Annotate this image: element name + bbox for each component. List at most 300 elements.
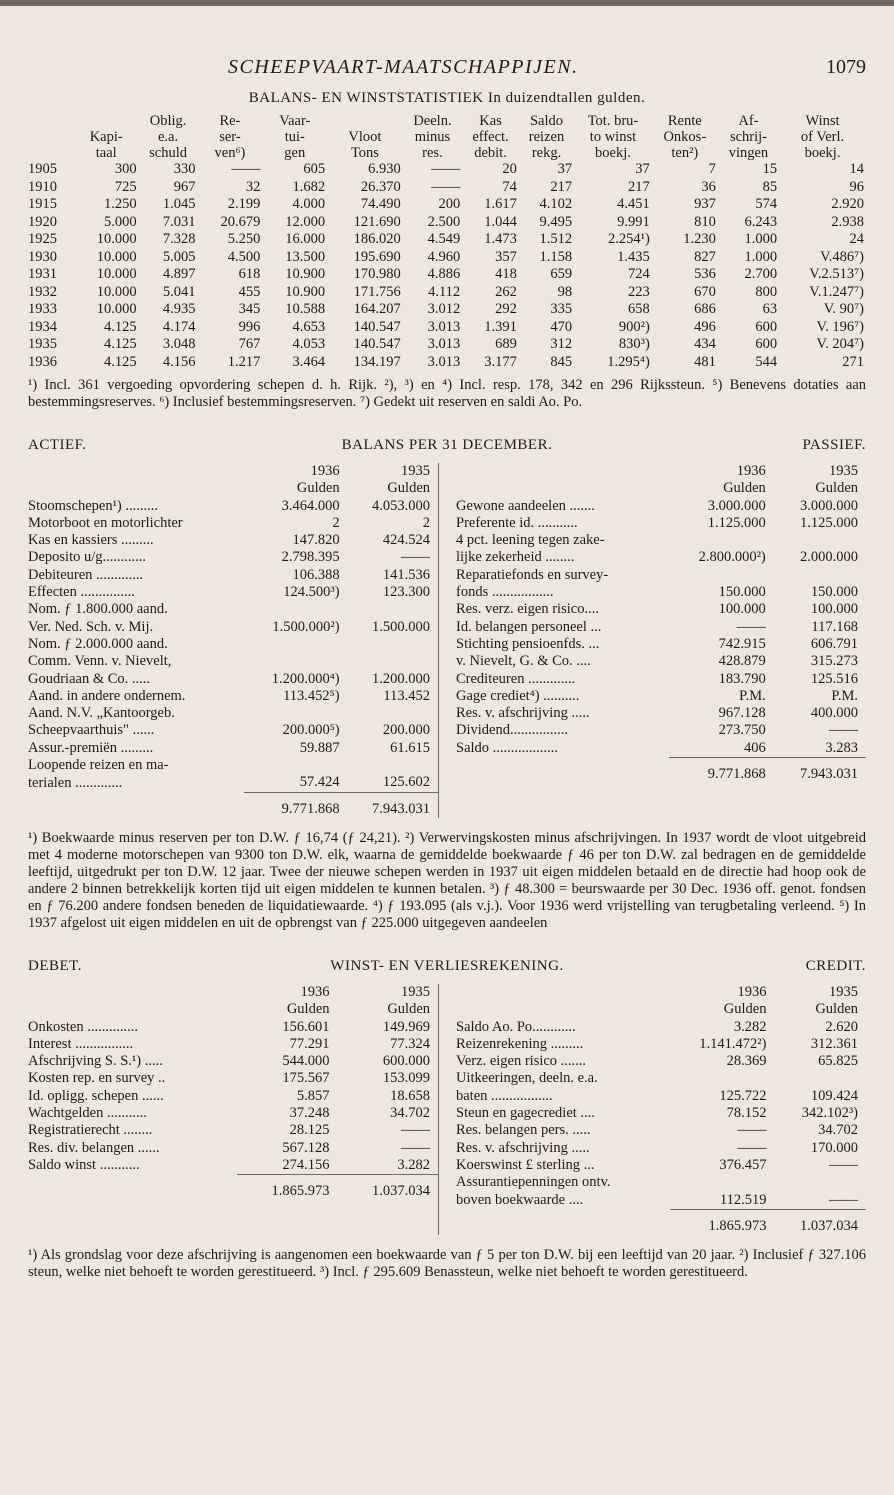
stats-column-header: [519, 113, 574, 161]
stats-cell: V. 204⁷): [816, 336, 864, 352]
ledger-value-1935: 2.000.000: [800, 549, 858, 566]
stats-cell: 605: [303, 161, 326, 177]
ledger-label: Interest ................: [28, 1035, 134, 1052]
ledger-row: [28, 567, 438, 584]
stats-cell: 195.690: [353, 248, 401, 265]
stats-cell: 4.000: [292, 196, 326, 212]
ledger-value-1935: 1.500.000: [372, 618, 430, 635]
ledger-label: Kas en kassiers .........: [28, 532, 154, 549]
stats-cell: V. 90⁷): [823, 301, 864, 317]
debet-title: DEBET.: [28, 957, 82, 974]
stats-cell: 98: [557, 283, 573, 300]
ledger-label: Aand. N.V. „Kantoorgeb.: [28, 705, 175, 722]
ledger-row: [456, 1122, 866, 1139]
ledger-label: Res. verz. eigen risico....: [456, 601, 599, 618]
balans-columns: [28, 463, 866, 818]
winst-header: [28, 958, 866, 980]
stats-row: [28, 231, 866, 249]
stats-cell: 1.045: [162, 196, 196, 212]
ledger-label: Aand. in andere ondernem.: [28, 687, 186, 704]
ledger-value-1936: 57.424: [299, 774, 340, 791]
ledger-row: [28, 722, 438, 739]
stats-cell: 37: [635, 161, 650, 177]
ledger-value-1936: 567.128: [282, 1139, 330, 1156]
stats-cell: 670: [694, 283, 716, 300]
ledger-row: [28, 1157, 438, 1175]
ledger-value-1935: 109.424: [810, 1087, 858, 1104]
stats-cell: 13.500: [285, 248, 326, 265]
stats-cell: 2.700: [744, 266, 778, 282]
stats-cell: 2.500: [427, 213, 461, 230]
ledger-label: Deposito u/g............: [28, 549, 147, 566]
stats-cell: 3.013: [427, 336, 461, 352]
stats-cell: 6.243: [744, 213, 778, 230]
ledger-label: Saldo Ao. Po............: [456, 1018, 576, 1035]
stats-cell: V.486⁷): [820, 248, 864, 265]
ledger-value-1936: 544.000: [282, 1053, 330, 1070]
stats-cell: 6.930: [368, 161, 401, 177]
ledger-value-1936: 406: [744, 739, 766, 756]
stats-cell: 217: [628, 178, 650, 195]
stats-cell: 800: [755, 283, 778, 300]
ledger-value-1935: 77.324: [390, 1035, 430, 1052]
stats-cell: 600: [755, 318, 778, 335]
ledger-row: [28, 1019, 438, 1036]
stats-column-header-line: taal: [95, 145, 117, 161]
ledger-value-1935: ——: [829, 1156, 858, 1173]
stats-cell: 1.230: [683, 231, 716, 247]
stats-cell: 767: [238, 336, 261, 352]
ledger-unit-row: [28, 480, 438, 497]
ledger-label: Crediteuren .............: [456, 670, 576, 687]
ledger-value-1936: 28.369: [726, 1053, 767, 1070]
stats-cell: 262: [495, 283, 517, 300]
ledger-value-1936: 376.457: [719, 1156, 767, 1173]
stats-cell: 4.125: [104, 318, 137, 335]
debet-column: [28, 984, 439, 1235]
stats-cell: 3.048: [162, 336, 196, 352]
stats-notes: ¹) Incl. 361 vergoeding opvordering schepen d. h. Rijk. ²), ³) en ⁴) Incl. resp. 178, 342 en 296 Rijkssteun. ⁵) Benevens dotaties aan bestemmingsreserves. ⁶) Inclusief bestemmingsreserven. ⁷) Gedekt uit reserven en saldi Ao. Po.: [28, 377, 866, 410]
ledger-row: [28, 1036, 438, 1053]
stats-cell: 7.031: [162, 213, 196, 230]
stats-row: [28, 319, 866, 337]
stats-cell: 3.177: [484, 353, 517, 370]
stats-title: BALANS- EN WINSTSTATISTIEK In duizendtallen gulden.: [248, 90, 646, 106]
stats-cell: 3.013: [427, 318, 461, 335]
ledger-value-1936: 273.750: [718, 722, 766, 739]
ledger-blank: [456, 984, 670, 1001]
ledger-value-1935: 424.524: [382, 532, 430, 549]
ledger-value-1936: 156.601: [282, 1018, 330, 1035]
ledger-value-1936: 742.915: [718, 635, 766, 652]
ledger-value-1935: 18.658: [390, 1087, 430, 1104]
stats-cell: 85: [762, 178, 778, 195]
ledger-label: Res. v. afschrijving .....: [456, 705, 590, 722]
ledger-row: [456, 1019, 866, 1036]
stats-cell: 292: [495, 301, 517, 317]
ledger-value-1936: 28.125: [289, 1122, 330, 1139]
ledger-label: fonds .................: [456, 584, 554, 601]
ledger-year: 1936: [300, 983, 330, 1000]
actief-title: ACTIEF.: [28, 437, 87, 453]
stats-cell: V.1.247⁷): [809, 283, 864, 300]
ledger-unit: Gulden: [723, 480, 766, 497]
ledger-value-1935: 200.000: [382, 722, 430, 739]
stats-cell: 496: [694, 318, 716, 335]
ledger-label: Stichting pensioenfds. ...: [456, 635, 600, 652]
stats-column-header-line: Deeln.: [413, 113, 452, 129]
stats-year: 1910: [28, 178, 57, 195]
stats-cell: 725: [114, 178, 137, 195]
stats-cell: 10.900: [285, 266, 326, 282]
stats-column-header-line: reizen: [528, 129, 565, 145]
stats-cell: 3.464: [292, 353, 326, 370]
ledger-value-1935: 315.273: [810, 653, 858, 670]
ledger-value-1935: ——: [829, 722, 858, 739]
stats-cell: 10.000: [96, 231, 137, 247]
ledger-row: [456, 722, 866, 739]
stats-cell: 830³): [618, 336, 650, 352]
ledger-value-1936: 2: [332, 514, 340, 531]
stats-cell: 1.044: [484, 213, 517, 230]
ledger-year: 1935: [829, 983, 858, 1000]
stats-cell: 335: [550, 301, 573, 317]
stats-cell: 434: [694, 336, 716, 352]
stats-cell: 37: [557, 161, 573, 177]
ledger-value-1935: 4.053.000: [372, 497, 430, 514]
stats-column-header-line: schrij-: [729, 129, 767, 145]
ledger-label: Wachtgelden ...........: [28, 1105, 147, 1122]
ledger-value-1936: 428.879: [718, 653, 766, 670]
ledger-value-1935: 34.702: [818, 1122, 858, 1139]
stats-cell: 74.490: [360, 196, 401, 212]
ledger-row: [456, 1140, 866, 1157]
stats-column-header-line: Kapi-: [89, 129, 123, 145]
ledger-label: Koerswinst £ sterling ...: [456, 1156, 595, 1173]
stats-column-header-line: Af-: [738, 113, 759, 129]
ledger-value-1935: [348, 757, 438, 774]
ledger-row: [456, 1036, 866, 1053]
debet-table: [28, 984, 438, 1201]
ledger-blank: [456, 1001, 670, 1018]
stats-cell: 12.000: [285, 213, 326, 230]
stats-year: 1920: [28, 213, 57, 230]
ledger-unit: Gulden: [815, 1001, 858, 1018]
stats-cell: 3.013: [427, 353, 461, 370]
stats-cell: 24: [849, 231, 864, 247]
ledger-total-1936: 1.865.973: [237, 1175, 337, 1201]
stats-column-header-line: effect.: [472, 129, 509, 145]
stats-row: [28, 301, 866, 319]
stats-column-header-line: Onkos-: [663, 129, 707, 145]
ledger-value-1935: [774, 567, 866, 584]
ledger-value-1935: ——: [401, 549, 430, 566]
ledger-row: [28, 532, 438, 549]
ledger-value-1936: [669, 567, 774, 584]
stats-cell: 10.588: [285, 301, 326, 317]
ledger-unit: Gulden: [387, 1001, 430, 1018]
ledger-value-1936: [244, 636, 348, 653]
ledger-blank: [28, 984, 237, 1001]
stats-cell: 470: [550, 318, 573, 335]
stats-cell: 3.012: [427, 301, 461, 317]
stats-cell: 63: [762, 301, 778, 317]
ledger-row: [456, 1192, 866, 1210]
stats-column-header: [262, 113, 327, 161]
stats-cell: 96: [849, 178, 864, 195]
stats-cell: 686: [694, 301, 716, 317]
stats-column-header-line: res.: [422, 145, 443, 161]
ledger-row: [456, 584, 866, 601]
ledger-year: 1936: [737, 983, 767, 1000]
ledger-value-1936: 1.500.000²): [272, 618, 340, 635]
ledger-label: Ver. Ned. Sch. v. Mij.: [28, 618, 154, 635]
stats-row: [28, 161, 866, 179]
ledger-value-1936: [244, 653, 348, 670]
stats-cell: 20: [502, 161, 517, 177]
stats-cell: 217: [550, 178, 573, 195]
stats-cell: 5.041: [162, 283, 196, 300]
stats-cell: 1.250: [104, 196, 137, 212]
ledger-value-1936: 967.128: [718, 705, 766, 722]
ledger-value-1936: 3.000.000: [707, 497, 766, 514]
ledger-value-1936: [670, 1070, 774, 1087]
ledger-blank: [28, 480, 244, 497]
ledger-row: [456, 740, 866, 758]
ledger-value-1936: 125.722: [719, 1087, 767, 1104]
ledger-value-1936: 100.000: [718, 601, 766, 618]
balans-header: [28, 437, 866, 459]
stats-cell: 200: [438, 196, 461, 212]
stats-column-header-line: [75, 113, 138, 129]
ledger-value-1935: 141.536: [382, 566, 430, 583]
stats-cell: 330: [173, 161, 196, 177]
stats-year: 1933: [28, 301, 57, 317]
ledger-label: Id. belangen personeel ...: [456, 618, 602, 635]
stats-cell: 26.370: [360, 178, 401, 195]
stats-column-header-line: boekj.: [595, 145, 631, 161]
ledger-value-1935: 65.825: [818, 1053, 858, 1070]
ledger-blank: [28, 792, 244, 818]
ledger-value-1936: 147.820: [292, 532, 340, 549]
stats-cell: 121.690: [353, 213, 401, 230]
ledger-unit-row: [456, 1001, 866, 1018]
ledger-label: Preferente id. ...........: [456, 514, 578, 531]
stats-cell: 164.207: [353, 301, 401, 317]
ledger-value-1935: 342.102³): [801, 1105, 858, 1122]
ledger-value-1936: [244, 757, 348, 774]
stats-column-header-line: boekj.: [804, 145, 841, 161]
ledger-unit: Gulden: [815, 480, 858, 497]
ledger-value-1935: 600.000: [382, 1053, 430, 1070]
page-header: [28, 56, 866, 90]
ledger-value-1935: P.M.: [831, 687, 858, 704]
stats-cell: 186.020: [353, 231, 401, 247]
ledger-value-1935: 150.000: [810, 584, 858, 601]
stats-cell: V.2.513⁷): [809, 266, 864, 282]
ledger-value-1936: 175.567: [282, 1070, 330, 1087]
ledger-value-1936: 77.291: [289, 1035, 330, 1052]
stats-cell: 2.199: [227, 196, 261, 212]
stats-cell: 1.217: [227, 353, 261, 370]
stats-cell: 15: [762, 161, 778, 177]
stats-cell: 7: [708, 161, 716, 177]
ledger-value-1936: 2.798.395: [281, 549, 340, 566]
stats-column-header: [779, 113, 866, 161]
ledger-value-1935: 61.615: [390, 739, 430, 756]
ledger-row: [28, 671, 438, 688]
ledger-total-row: [28, 792, 438, 818]
stats-cell: 271: [842, 353, 864, 370]
stats-column-header-line: gen: [284, 145, 306, 161]
credit-table: [456, 984, 866, 1235]
stats-cell: 1.473: [484, 231, 517, 247]
stats-cell: 5.000: [104, 213, 137, 230]
balans-title: BALANS PER 31 DECEMBER.: [341, 437, 553, 453]
stats-cell: 9.991: [617, 213, 650, 230]
stats-column-header-line: rekg.: [531, 145, 562, 161]
stats-year-header: [28, 113, 74, 161]
stats-year: 1932: [28, 283, 57, 300]
ledger-label: Debiteuren .............: [28, 566, 144, 583]
stats-cell: ——: [231, 161, 261, 177]
stats-cell: 10.000: [96, 301, 137, 317]
ledger-blank: [456, 480, 669, 497]
stats-cell: 10.000: [96, 266, 137, 282]
ledger-unit: Gulden: [387, 480, 430, 497]
stats-column-header-line: of Verl.: [800, 129, 845, 145]
stats-column-header-line: vingen: [728, 145, 769, 161]
ledger-label: Registratierecht ........: [28, 1122, 153, 1139]
stats-column-header: [718, 113, 779, 161]
stats-year: 1935: [28, 336, 57, 352]
stats-cell: 659: [550, 266, 573, 282]
ledger-label: Assur.-premiën .........: [28, 739, 154, 756]
stats-row: [28, 249, 866, 267]
stats-cell: 996: [238, 318, 261, 335]
stats-cell: V. 196⁷): [816, 318, 864, 335]
page: [28, 56, 866, 1281]
stats-column-header-line: Vloot: [348, 129, 382, 145]
ledger-row: [456, 549, 866, 566]
ledger-year-row: [456, 984, 866, 1001]
ledger-label: Saldo ..................: [456, 740, 558, 757]
ledger-value-1936: 2.800.000²): [698, 549, 766, 566]
stats-cell: 4.156: [162, 353, 196, 370]
stats-cell: 4.102: [539, 196, 573, 212]
credit-title: CREDIT.: [805, 957, 866, 974]
ledger-blank: [28, 463, 244, 480]
stats-cell: 4.935: [162, 301, 196, 317]
ledger-label: v. Nievelt, G. & Co. ....: [456, 653, 591, 670]
ledger-row: [28, 740, 438, 757]
winst-notes: ¹) Als grondslag voor deze afschrijving is aangenomen een boekwaarde van ƒ 5 per ton D.W. bij een leeftijd van 20 jaar. ²) Inclusief ƒ 327.106 steun, welke niet behoeft te worden gerestitueerd. ³) Incl. ƒ 295.609 Benassteun, welke niet behoeft te worden gerestitueerd.: [28, 1247, 866, 1281]
ledger-value-1936: [670, 1174, 774, 1191]
stats-cell: 345: [238, 301, 261, 317]
stats-cell: 16.000: [285, 231, 326, 247]
stats-cell: 418: [495, 266, 517, 282]
stats-row: [28, 354, 866, 372]
stats-cell: 134.197: [353, 353, 401, 370]
ledger-value-1936: 183.790: [718, 670, 766, 687]
stats-cell: 1.000: [744, 248, 778, 265]
ledger-label: Uitkeeringen, deeln. e.a.: [456, 1070, 598, 1087]
stats-cell: 4.125: [104, 336, 137, 352]
stats-cell: 170.980: [353, 266, 401, 282]
ledger-year-row: [28, 984, 438, 1001]
stats-cell: 574: [755, 196, 778, 212]
ledger-label: Afschrijving S. S.¹) .....: [28, 1053, 163, 1070]
ledger-row: [456, 515, 866, 532]
stats-year: 1934: [28, 318, 57, 335]
ledger-value-1936: [244, 705, 348, 722]
stats-cell: 1.512: [539, 231, 573, 247]
ledger-row: [28, 1053, 438, 1070]
stats-cell: 1.391: [484, 318, 517, 335]
ledger-row: [28, 515, 438, 532]
ledger-value-1935: 1.125.000: [800, 514, 858, 531]
ledger-row: [456, 1070, 866, 1087]
actief-column: [28, 463, 439, 818]
ledger-row: [28, 1140, 438, 1157]
stats-cell: 5.250: [227, 231, 261, 247]
ledger-value-1935: [774, 532, 866, 549]
credit-column: [456, 984, 866, 1235]
ledger-value-1935: 125.516: [810, 670, 858, 687]
ledger-label: Loopende reizen en ma-: [28, 757, 169, 774]
stats-column-header-line: to winst: [589, 129, 637, 145]
ledger-total-1935: 7.943.031: [774, 758, 866, 784]
ledger-value-1935: 34.702: [390, 1105, 430, 1122]
ledger-label: Goudriaan & Co. .....: [28, 670, 151, 687]
stats-cell: 618: [238, 266, 261, 282]
stats-cell: 810: [694, 213, 716, 230]
stats-cell: 10.000: [96, 283, 137, 300]
stats-cell: 4.549: [427, 231, 461, 247]
stats-row: [28, 284, 866, 302]
ledger-row: [28, 688, 438, 705]
stats-cell: 1.435: [617, 248, 650, 265]
stats-column-header: [139, 113, 198, 161]
stats-cell: 967: [173, 178, 196, 195]
ledger-blank: [28, 1175, 237, 1201]
ledger-value-1936: 274.156: [282, 1156, 330, 1173]
ledger-label: Res. belangen pers. .....: [456, 1122, 591, 1139]
ledger-total-row: [456, 758, 866, 784]
ledger-year-row: [456, 463, 866, 480]
stats-year: 1915: [28, 196, 57, 212]
ledger-unit: Gulden: [723, 1001, 767, 1018]
stats-cell: 827: [694, 248, 716, 265]
ledger-row: [456, 671, 866, 688]
ledger-total-row: [28, 1175, 438, 1201]
ledger-row: [456, 636, 866, 653]
stats-year: 1930: [28, 248, 57, 265]
stats-cell: 1.295⁴): [607, 353, 650, 370]
stats-year: 1925: [28, 231, 57, 247]
ledger-value-1936: 1.125.000: [707, 514, 766, 531]
ledger-value-1936: ——: [736, 618, 766, 635]
stats-cell: 10.000: [96, 248, 137, 265]
ledger-blank: [456, 463, 669, 480]
stats-cell: 5.005: [162, 248, 196, 265]
ledger-value-1935: [348, 636, 438, 653]
stats-cell: 937: [694, 196, 716, 212]
stats-year: 1936: [28, 353, 57, 370]
winst-title: WINST- EN VERLIESREKENING.: [330, 957, 564, 974]
stats-cell: ——: [431, 178, 461, 195]
ledger-total-1935: 7.943.031: [348, 792, 438, 818]
